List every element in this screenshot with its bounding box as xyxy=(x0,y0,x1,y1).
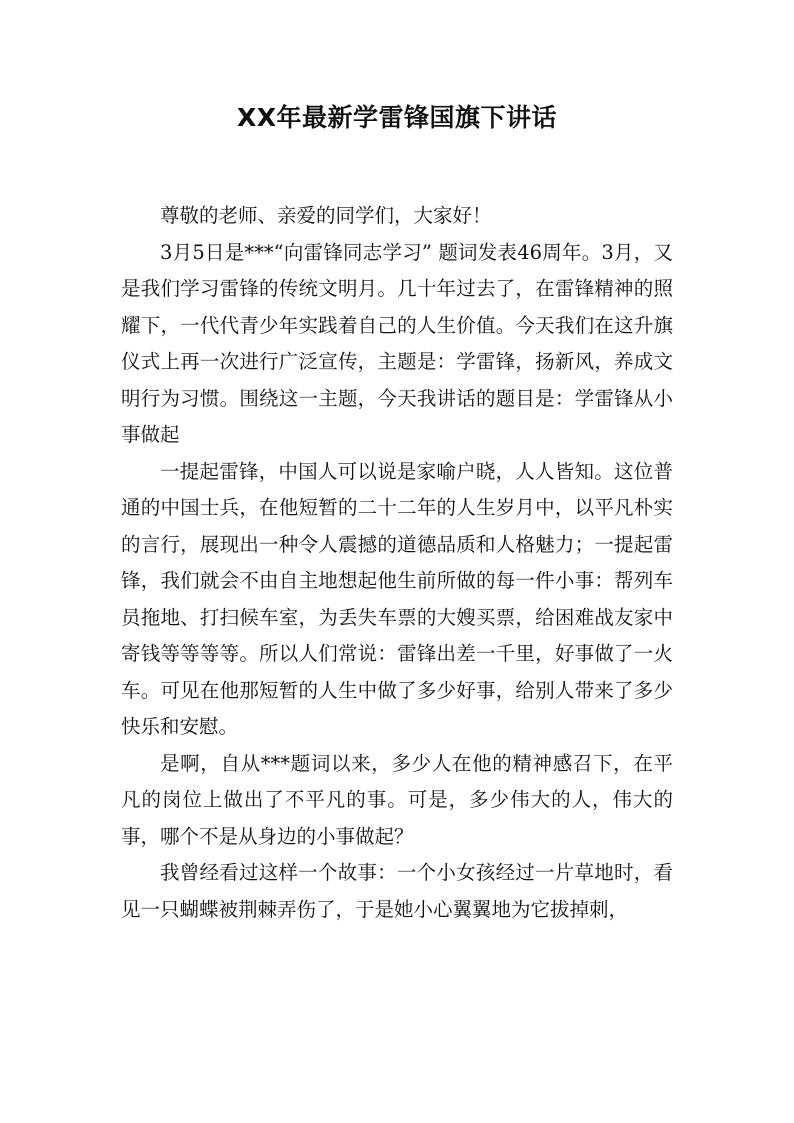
paragraph-inspiration: 是啊，自从***题词以来，多少人在他的精神感召下，在平凡的岗位上做出了不平凡的事。可是，多少伟大的人，伟大的事，哪个不是从身边的小事做起？ xyxy=(121,751,673,848)
document-title: XX年最新学雷锋国旗下讲话 xyxy=(236,103,558,132)
paragraph-greeting: 尊敬的老师、亲爱的同学们，大家好！ xyxy=(160,204,492,227)
paragraph-leifeng-deeds: 一提起雷锋，中国人可以说是家喻户晓，人人皆知。这位普通的中国士兵，在他短暂的二十二年的人生岁月中，以平凡朴实的言行，展现出一种令人震撼的道德品质和人格魅力；一提起雷锋，我们就会不由自主地想起他生前所做的每一件小事：帮列车员拖地、打扫候车室，为丢失车票的大嫂买票，给困难战友家中寄钱等等等等。所以人们常说：雷锋出差一千里，好事做了一火车。可见在他那短暂的人生中做了多少好事，给别人带来了多少快乐和安慰。 xyxy=(121,459,673,738)
paragraph-intro: 3月5日是***“向雷锋同志学习” 题词发表46周年。3月，又是我们学习雷锋的传统文明月。几十年过去了，在雷锋精神的照耀下，一代代青少年实践着自己的人生价值。今天我们在这升旗仪式上再一次进行广泛宣传，主题是：学雷锋，扬新风，养成文明行为习惯。围绕这一主题，今天我讲话的题目是：学雷锋从小事做起 xyxy=(121,240,673,446)
paragraph-story: 我曾经看过这样一个故事：一个小女孩经过一片草地时，看见一只蝴蝶被荆棘弄伤了，于是她小心翼翼地为它拔掉刺， xyxy=(121,861,673,921)
document-body xyxy=(121,198,673,928)
